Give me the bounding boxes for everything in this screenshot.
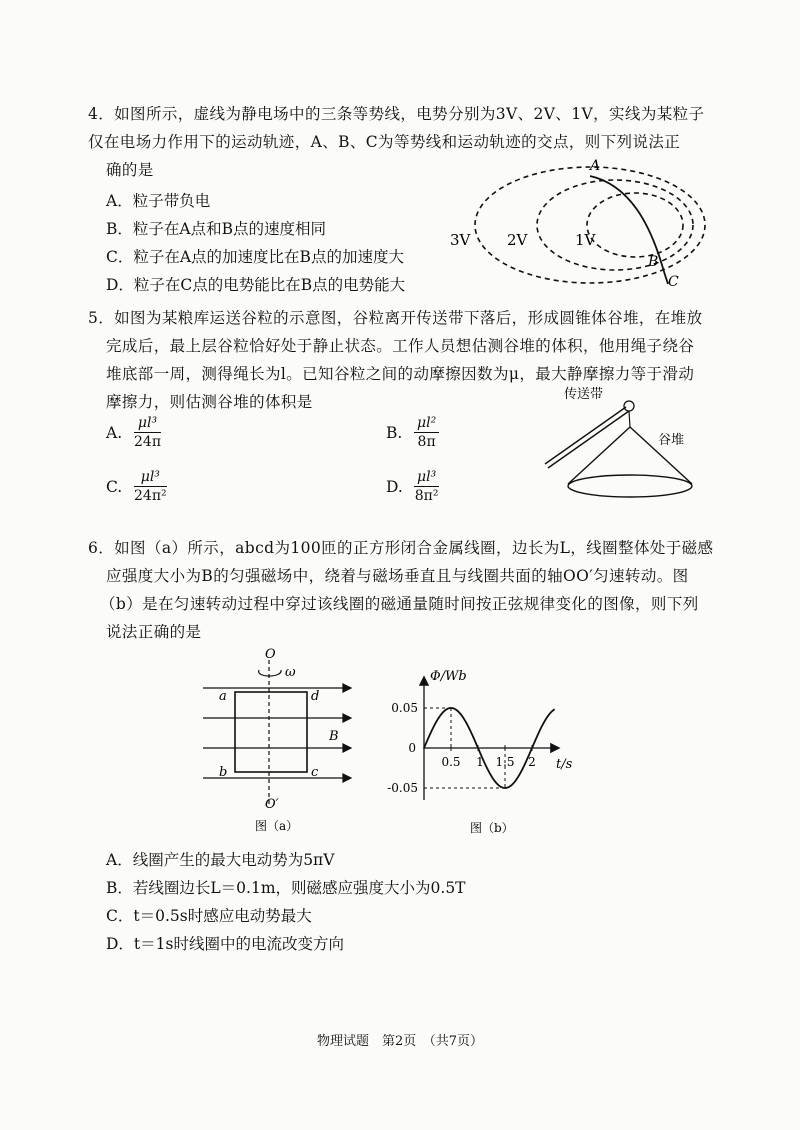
q5-option-a-fraction [134,414,161,451]
label-o-prime: O′ [265,797,279,812]
q5-option-a-label: A. [106,424,123,442]
page-footer: 物理试题 第2页 （共7页） [316,1034,484,1049]
q4-equipotential-figure [440,150,710,290]
q5-option-d-numerator: μl³ [414,468,439,487]
q5-grain-pile-figure [540,382,710,507]
equipotential-3v [475,167,705,283]
q5-option-d-denominator: 8π² [414,488,439,504]
x-tick-1-5: 1.5 [495,755,515,769]
q5-line-1: 5．如图为某粮库运送谷粒的示意图，谷粒离开传送带下落后，形成圆锥体谷堆，在堆放 [88,309,703,327]
q4-line-2: 仅在电场力作用下的运动轨迹，A、B、C为等势线和运动轨迹的交点，则下列说法正 [88,133,681,151]
corner-d-label: d [311,689,320,704]
point-a-label: A [590,158,601,174]
equipotential-2v [537,180,693,270]
q4-option-d: D．粒子在C点的电势能比在B点的电势能大 [106,276,406,294]
q5-option-c-fraction [134,468,167,505]
conveyor-belt-label: 传送带 [564,387,604,402]
corner-a-label: a [219,689,227,704]
q6-stem [88,534,713,646]
q5-line-4: 摩擦力，则估测谷堆的体积是 [106,393,313,411]
conveyor-roller [624,401,634,411]
point-b-label: B [648,254,659,270]
q6-line-3: （b）是在匀速转动过程中穿过该线圈的磁通量随时间按正弦规律变化的图像，则下列 [100,595,699,613]
q6-line-1: 6．如图（a）所示，abcd为100匝的正方形闭合金属线圈，边长为L，线圈整体处于磁感 [88,539,714,557]
label-omega: ω [285,665,296,680]
q4-line-1: 4．如图所示，虚线为静电场中的三条等势线，电势分别为3V、2V、1V，实线为某粒子 [88,105,705,123]
y-tick-zero: 0 [408,741,416,755]
flux-data-point [477,747,479,749]
y-tick-max: 0.05 [391,701,418,715]
label-3v: 3V [450,231,471,249]
q5-option-c-label: C. [106,478,123,496]
cone-base [568,475,692,497]
x-axis-label: t/s [556,757,573,772]
q6-option-a: A．线圈产生的最大电动势为5πV [106,851,335,869]
q5-option-a-denominator: 24π [134,434,162,450]
q5-option-c-denominator: 24π² [134,488,167,504]
flux-data-point [504,787,506,789]
q6-option-d: D．t＝1s时线圈中的电流改变方向 [106,935,344,953]
y-tick-min: -0.05 [387,781,418,795]
label-o: O [265,648,276,662]
q5-option-b-fraction [414,414,439,451]
q5-option-a-numerator: μl³ [134,414,161,433]
x-tick-0-5: 0.5 [441,755,461,769]
q6-flux-chart [378,668,586,836]
point-c-label: C [668,274,679,290]
y-axis-label: Φ/Wb [430,669,467,684]
equipotential-1v [587,193,683,257]
q5-option-c-numerator: μl³ [134,468,167,487]
field-b-label: B [329,729,339,744]
label-2v: 2V [507,231,528,249]
flux-data-point [450,707,452,709]
falling-grain-line [629,411,630,427]
figure-a-caption: 图（a） [255,819,299,833]
q5-option-b-numerator: μl² [414,414,439,433]
q6-line-2: 应强度大小为B的匀强磁场中，绕着与磁场垂直且与线圈共面的轴OO′匀速转动。图 [106,567,689,585]
q4-line-3: 确的是 [106,161,154,179]
grain-pile-label: 谷堆 [658,433,685,448]
corner-c-label: c [311,765,319,780]
q4-option-b: B．粒子在A点和B点的速度相同 [106,220,326,238]
corner-b-label: b [219,765,228,780]
q5-option-d-label: D. [386,478,403,496]
q5-line-3: 堆底部一周，测得绳长为l。已知谷粒之间的动摩擦因数为μ，最大静摩擦力等于滑动 [106,365,695,383]
q6-option-b: B．若线圈边长L＝0.1m，则磁感应强度大小为0.5T [106,879,466,897]
q4-option-a: A．粒子带负电 [106,192,211,210]
q4-options [106,187,405,299]
flux-data-point [531,747,533,749]
label-1v: 1V [575,231,596,249]
conveyor-belt-lower [545,407,626,464]
figure-b-caption: 图（b） [470,821,514,835]
q5-option-b-denominator: 8π [417,434,436,450]
x-tick-2: 2 [528,755,536,769]
rotation-arrow-icon [259,670,281,676]
x-tick-1: 1 [476,755,484,769]
q6-figure-a [195,648,365,836]
q6-options [106,846,466,958]
q6-line-4: 说法正确的是 [106,623,202,641]
flux-data-point [423,747,425,749]
q4-option-c: C．粒子在A点的加速度比在B点的加速度大 [106,248,404,266]
coil-square [235,692,307,772]
q5-option-d-fraction [414,468,439,505]
q5-option-b-label: B. [386,424,403,442]
q6-option-c: C．t＝0.5s时感应电动势最大 [106,907,312,925]
q5-line-2: 完成后，最上层谷粒恰好处于静止状态。工作人员想估测谷堆的体积，他用绳子绕谷 [106,337,695,355]
